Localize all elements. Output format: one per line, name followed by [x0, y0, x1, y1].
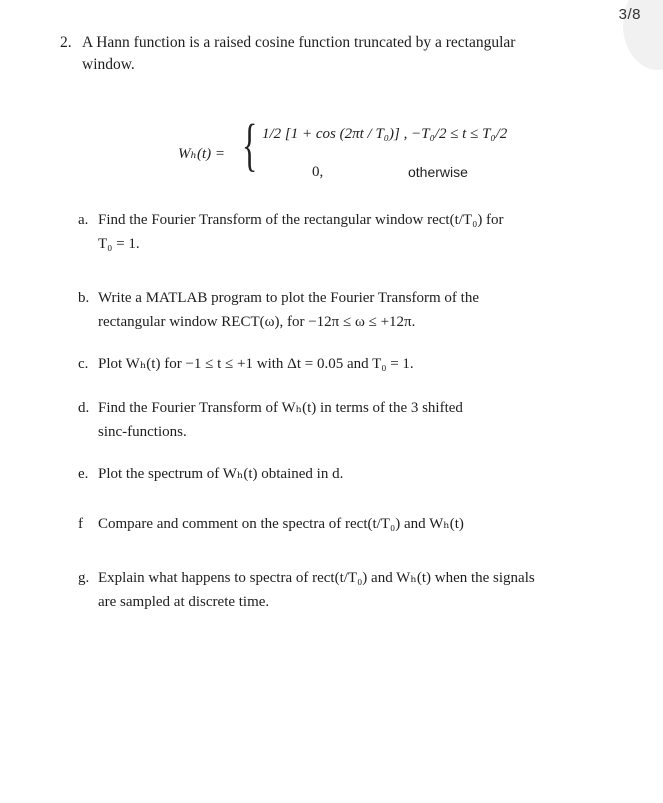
item-text-line1: Compare and comment on the spectra of rect(t/T₀) and Wₕ(t) — [98, 516, 464, 532]
question-text-line1: A Hann function is a raised cosine function truncated by a rectangular — [82, 34, 516, 51]
item-b — [78, 286, 618, 334]
item-e — [78, 462, 618, 486]
item-label: a. — [78, 212, 89, 228]
equation-lhs: Wₕ(t) = — [178, 146, 226, 162]
item-a — [78, 208, 618, 256]
item-label: d. — [78, 400, 90, 416]
item-text-line1: Plot Wₕ(t) for −1 ≤ t ≤ +1 with Δt = 0.05 and T₀ = 1. — [98, 356, 414, 372]
item-text-line1: Explain what happens to spectra of rect(t/T₀) and Wₕ(t) when the signals — [98, 570, 535, 586]
item-text-line2: sinc-functions. — [98, 424, 187, 440]
item-label: b. — [78, 290, 90, 306]
item-text-line1: Find the Fourier Transform of the rectangular window rect(t/T₀) for — [98, 212, 504, 228]
page-counter: 3/8 — [618, 6, 641, 23]
item-text-line1: Plot the spectrum of Wₕ(t) obtained in d. — [98, 466, 344, 482]
question-number: 2. — [60, 34, 72, 51]
item-text-line2: rectangular window RECT(ω), for −12π ≤ ω ≤ +12π. — [98, 314, 416, 330]
equation-row2-condition: otherwise — [408, 164, 468, 180]
item-label: c. — [78, 356, 89, 372]
item-d — [78, 396, 618, 444]
equation-row2-value: 0, — [312, 164, 324, 180]
item-f — [78, 512, 618, 536]
item-c — [78, 352, 618, 376]
item-text-line2: are sampled at discrete time. — [98, 594, 270, 610]
equation-brace: { — [242, 112, 258, 177]
item-g — [78, 566, 618, 614]
item-text-line2: T₀ = 1. — [98, 236, 140, 252]
item-label: g. — [78, 570, 90, 586]
item-label: e. — [78, 466, 89, 482]
question-header — [60, 32, 580, 76]
question-text-line2: window. — [82, 56, 135, 73]
item-label: f — [78, 516, 83, 532]
item-text-line1: Write a MATLAB program to plot the Fourier Transform of the — [98, 290, 480, 306]
item-text-line1: Find the Fourier Transform of Wₕ(t) in terms of the 3 shifted — [98, 400, 463, 416]
hann-equation — [178, 112, 508, 192]
equation-row1: 1/2 [1 + cos (2πt / T₀)] , −T₀/2 ≤ t ≤ T₀/2 — [262, 126, 508, 142]
